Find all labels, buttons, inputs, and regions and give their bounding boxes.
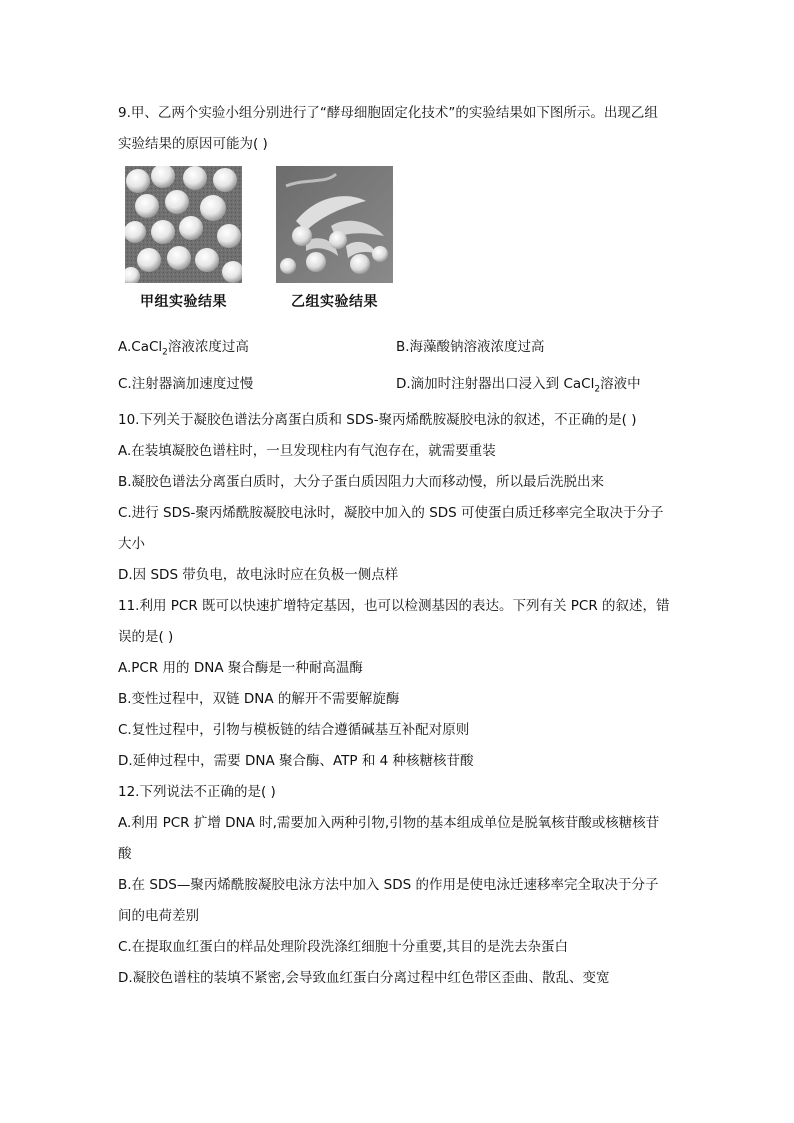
exam-page <box>118 98 678 994</box>
q11-option-a: A.PCR 用的 DNA 聚合酶是一种耐高温酶 <box>118 660 363 677</box>
fig-jia-caption: 甲组实验结果 <box>140 294 227 310</box>
q10-option-a: A.在装填凝胶色谱柱时，一旦发现柱内有气泡存在，就需要重装 <box>118 443 496 460</box>
q12-stem: 12.下列说法不正确的是( ) <box>118 784 276 801</box>
question-10 <box>118 405 678 591</box>
q12-option-d: D.凝胶色谱柱的装填不紧密,会导致血红蛋白分离过程中红色带区歪曲、散乱、变宽 <box>118 970 610 987</box>
q9-options-row1 <box>118 332 678 369</box>
question-11 <box>118 591 678 777</box>
q9-stem-line1: 9.甲、乙两个实验小组分别进行了“酵母细胞固定化技术”的实验结果如下图所示。出现乙组 <box>118 105 658 121</box>
q11-stem-line2: 误的是( ) <box>118 629 174 646</box>
q10-option-b: B.凝胶色谱法分离蛋白质时，大分子蛋白质因阻力大而移动慢，所以最后洗脱出来 <box>118 474 605 491</box>
q9-option-b: B.海藻酸钠溶液浓度过高 <box>396 339 545 355</box>
q12-option-c: C.在提取血红蛋白的样品处理阶段洗涤红细胞十分重要,其目的是洗去杂蛋白 <box>118 939 569 956</box>
q11-option-b: B.变性过程中，双链 DNA 的解开不需要解旋酶 <box>118 691 400 708</box>
fig-yi-caption: 乙组实验结果 <box>291 294 378 310</box>
question-9 <box>118 98 678 405</box>
photo-jia-beads <box>125 166 242 283</box>
q10-stem: 10.下列关于凝胶色谱法分离蛋白质和 SDS-聚丙烯酰胺凝胶电泳的叙述，不正确的是( ) <box>118 412 637 429</box>
q10-option-d: D.因 SDS 带负电，故电泳时应在负极一侧点样 <box>118 567 399 584</box>
question-12 <box>118 777 678 994</box>
q9-option-c: C.注射器滴加速度过慢 <box>118 375 254 392</box>
q11-stem-line1: 11.利用 PCR 既可以快速扩增特定基因，也可以检测基因的表达。下列有关 PCR 的叙述，错 <box>118 598 670 615</box>
q9-option-a: A.CaCl$_2$溶液浓度过高 <box>118 339 249 358</box>
q9-option-d: D.滴加时注射器出口浸入到 CaCl$_2$溶液中 <box>396 375 641 395</box>
fig-group-yi <box>276 166 393 311</box>
q9-figures <box>118 166 678 332</box>
photo-yi-tailed-beads <box>276 166 393 283</box>
q12-option-a-line2: 酸 <box>118 846 132 863</box>
fig-group-jia <box>125 166 242 311</box>
q10-option-c-line2: 大小 <box>118 536 145 553</box>
q12-option-a-line1: A.利用 PCR 扩增 DNA 时,需要加入两种引物,引物的基本组成单位是脱氧核苷酸或核糖核苷 <box>118 815 660 832</box>
q11-option-c: C.复性过程中，引物与模板链的结合遵循碱基互补配对原则 <box>118 722 470 739</box>
q9-stem-line2: 实验结果的原因可能为( ) <box>118 136 268 152</box>
q11-option-d: D.延伸过程中，需要 DNA 聚合酶、ATP 和 4 种核糖核苷酸 <box>118 753 474 770</box>
q12-option-b-line1: B.在 SDS—聚丙烯酰胺凝胶电泳方法中加入 SDS 的作用是使电泳迁速移率完全取决于分子 <box>118 877 659 894</box>
q12-option-b-line2: 间的电荷差别 <box>118 908 199 925</box>
q9-options-row2 <box>118 369 678 406</box>
q10-option-c-line1: C.进行 SDS-聚丙烯酰胺凝胶电泳时，凝胶中加入的 SDS 可使蛋白质迁移率完全取决于分子 <box>118 505 664 522</box>
